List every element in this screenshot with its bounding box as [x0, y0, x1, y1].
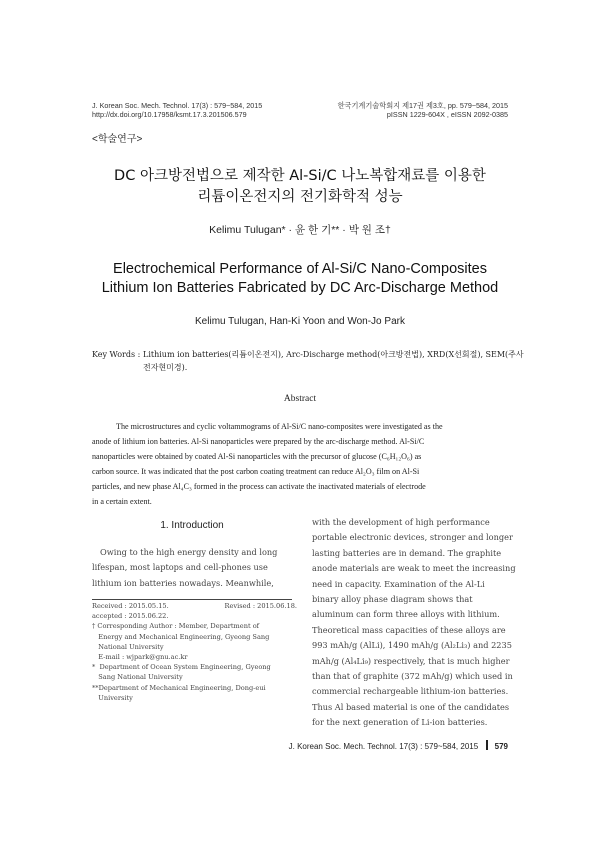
body-line: than that of graphite (372 mAh/g) which used in [312, 671, 513, 682]
abstract-body [92, 419, 510, 509]
title-english-line2: Lithium Ion Batteries Fabricated by DC Arc-Discharge Method [101, 280, 499, 296]
body-line: with the development of high performance [312, 517, 490, 527]
footer-separator [486, 740, 488, 750]
body-line: Owing to the high energy density and long [100, 547, 278, 557]
authors-english: Kelimu Tulugan, Han-Ki Yoon and Won-Jo Park [195, 316, 405, 327]
body-line: 993 mAh/g (AlLi), 1490 mAh/g (Al₂Li₃) and 2235 [312, 640, 512, 651]
header-right-line2: pISSN 1229-604X , eISSN 2092-0385 [386, 110, 508, 119]
body-line: mAh/g (Al₄Li₉) respectively, that is much higher [312, 655, 510, 666]
body-line: lasting batteries are in demand. The graphite [312, 547, 502, 558]
footer-citation: J. Korean Soc. Mech. Technol. 17(3) : 579~584, 2015 [288, 742, 479, 751]
footnote-line: **Department of Mechanical Engineering, Dong-eui [92, 683, 266, 692]
footnote-line: Energy and Mechanical Engineering, Gyeong Sang [92, 632, 270, 641]
page-number: 579 [494, 742, 508, 751]
body-line: lithium ion batteries nowadays. Meanwhile, [92, 577, 274, 588]
abstract-line: nanoparticles were obtained by coated Al-Si nanoparticles with the precursor of glucose (C₆H₁₂O₆) as [92, 452, 422, 461]
abstract-line: carbon source. It was indicated that the post carbon coating treatment can reduce Al₂O₃ film on Al-Si [92, 467, 420, 476]
body-line: lifespan, most laptops and cell-phones use [92, 562, 268, 573]
footnote-line: * Department of Ocean System Engineering, Gyeong [92, 663, 271, 672]
header-journal-citation [92, 101, 262, 119]
abstract-heading: Abstract [283, 394, 317, 404]
footnotes [92, 601, 297, 703]
body-line: anode materials are weak to meet the increasing [312, 563, 516, 574]
accepted-date: accepted : 2015.06.22. [92, 612, 169, 621]
page-footer [289, 740, 508, 751]
header-left-line1: J. Korean Soc. Mech. Technol. 17(3) : 579~584, 2015 [92, 101, 263, 110]
header-issn [338, 101, 508, 119]
received-date: Received : 2015.05.15. [92, 602, 169, 610]
intro-right-column [312, 515, 516, 731]
body-line: binary alloy phase diagram shows that [312, 594, 473, 605]
section-label: <학술연구> [92, 134, 143, 145]
abstract-line: in a certain extent. [92, 497, 152, 506]
abstract-line: particles, and new phase Al₄C₃ formed in the process can activate the inactivated materials of electrode [92, 482, 426, 491]
body-line: Theoretical mass capacities of these alloys are [312, 624, 506, 635]
body-line: aluminum can form three alloys with lithium. [312, 609, 500, 620]
footnote-email: E-mail : wjpark@gnu.ac.kr [92, 653, 188, 661]
keywords-line1: Lithium ion batteries(리튬이온전지), Arc-Discharge method(아크방전법), XRD(X선회절), SEM(주사 [143, 350, 524, 359]
keywords-list [143, 348, 524, 374]
title-korean-line1: DC 아크방전법으로 제작한 Al-Si/C 나노복합재료를 이용한 [114, 168, 486, 184]
intro-heading: 1. Introduction [160, 520, 224, 531]
body-line: Thus Al based material is one of the candidates [312, 701, 510, 712]
footnote-line: Sang National University [92, 673, 183, 682]
footnote-line: † Corresponding Author : Member, Department of [92, 622, 260, 631]
keywords-line2: 전자현미경). [143, 363, 188, 372]
footnote-line: University [92, 693, 133, 702]
authors-korean: Kelimu Tulugan* · 윤 한 기** · 박 원 조† [209, 224, 391, 236]
body-line: need in capacity. Examination of the Al-Li [312, 578, 485, 589]
revised-date: Revised : 2015.06.18. [224, 602, 297, 610]
body-line: portable electronic devices, stronger and longer [312, 532, 513, 543]
abstract-line: anode of lithium ion batteries. Al-Si nanoparticles were prepared by the arc-discharge method. Al-Si/C [92, 437, 425, 446]
body-line: for the next generation of Li-ion batteries. [312, 717, 488, 728]
header-right-line1: 한국기계기술학회지 제17권 제3호, pp. 579~584, 2015 [337, 101, 508, 110]
title-english-line1: Electrochemical Performance of Al-Si/C Nano-Composites [113, 261, 487, 277]
intro-left-column [92, 545, 292, 591]
body-line: commercial rechargeable lithium-ion batteries. [312, 686, 509, 697]
header-doi: http://dx.doi.org/10.17958/ksmt.17.3.201506.579 [92, 110, 247, 119]
keywords-label: Key Words : [92, 350, 141, 359]
footnote-line: National University [92, 642, 164, 651]
title-korean-line2: 리튬이온전지의 전기화학적 성능 [197, 189, 403, 205]
abstract-line: The microstructures and cyclic voltammograms of Al-Si/C nano-composites were investigated as the [116, 422, 443, 431]
footnote-rule [92, 599, 292, 600]
